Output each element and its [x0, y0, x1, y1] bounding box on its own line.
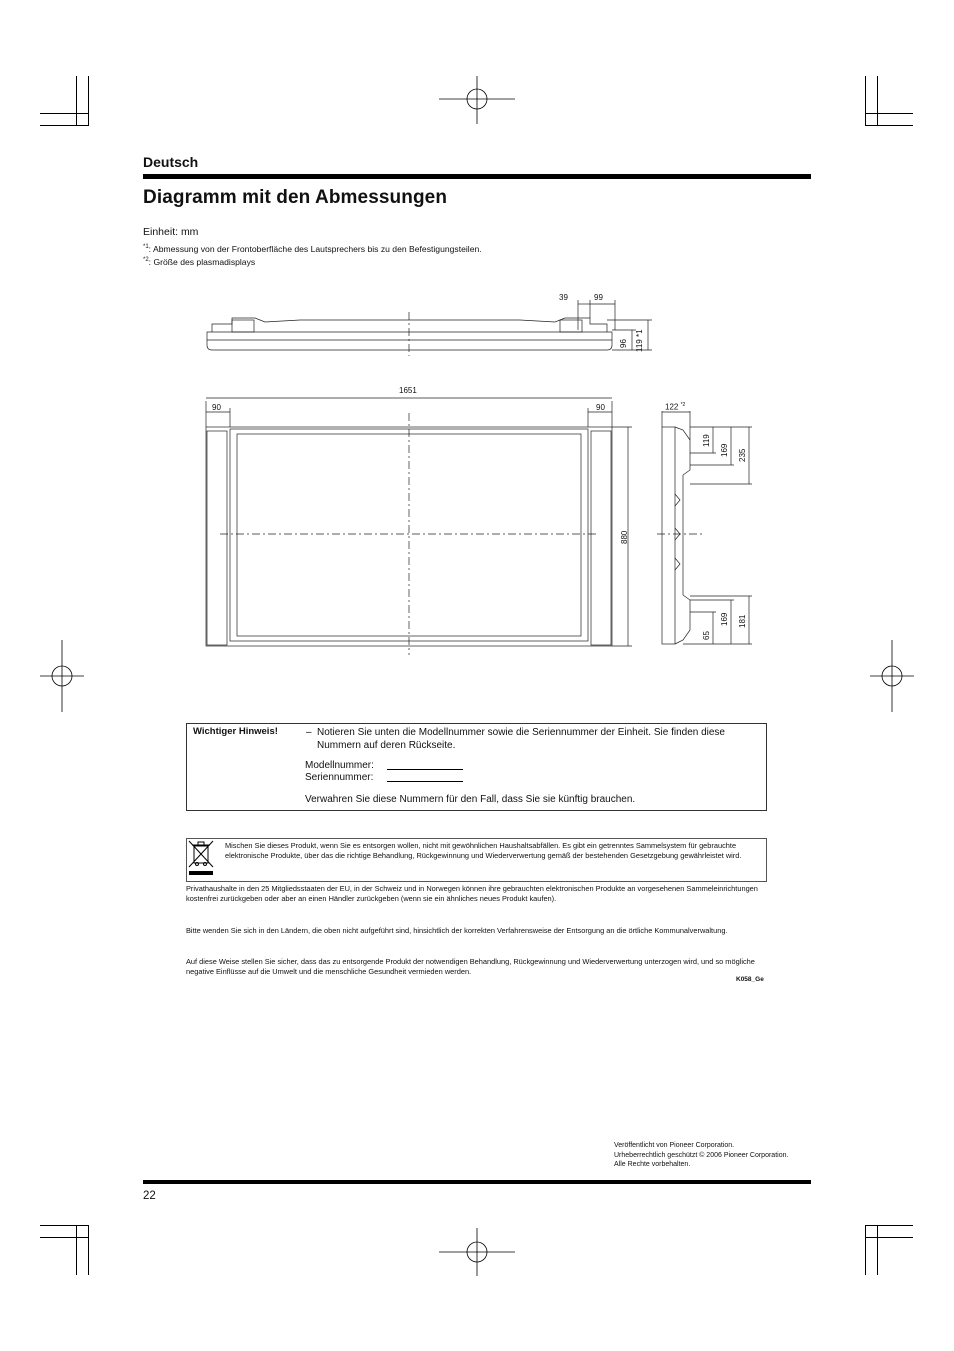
dim-top-119: 119 *1 [635, 329, 644, 352]
dim-width-1651: 1651 [399, 386, 417, 395]
dim-height-880: 880 [620, 530, 629, 544]
dim-side-181: 181 [738, 614, 747, 628]
footnote-1: $^{*1}$: Abmessung von der Frontoberfläche des Lautsprechers bis zu den Befestigungsteilen. [143, 244, 482, 254]
dim-side-169-top: 169 [720, 443, 729, 457]
model-number-label: Modellnummer: [305, 760, 374, 771]
dim-side-119: 119 [702, 434, 711, 447]
crossed-bin-icon [186, 838, 216, 880]
footer-rule [143, 1180, 811, 1184]
dim-top-39: 39 [559, 293, 568, 302]
serial-number-label: Seriennummer: [305, 772, 374, 783]
footnote-2: $^{*2}$: Größe des plasmadisplays [143, 257, 256, 267]
serial-number-line [387, 781, 463, 782]
dim-side-65: 65 [702, 631, 711, 640]
document-code: K058_Ge [736, 976, 764, 983]
notice-label: Wichtiger Hinweis! [193, 726, 278, 737]
disposal-paragraph-1: Privathaushalte in den 25 Mitgliedsstaaten der EU, in der Schweiz und in Norwegen können ihre gebrauchten elektronischen Produkte an vorgesehenen Sammeleinrichtungen kostenfrei zurückgeben oder aber an einen Händler zurückgeben (wenn sie ein ähnliches neues Produkt kaufen). [186, 884, 758, 903]
disposal-paragraph-3: Auf diese Weise stellen Sie sicher, dass das zu entsorgende Produkt der notwendigen Behandlung, Rückgewinnung und Wiederverwertung unterzogen wird, und so mögliche negative Einflüsse auf die Umwelt und die menschliche Gesundheit vermieden werden. [186, 957, 755, 976]
dim-side-169-bottom: 169 [720, 612, 729, 626]
copyright-block: Veröffentlicht von Pioneer Corporation. Urheberrechtlich geschützt © 2006 Pioneer Corporation. Alle Rechte vorbehalten. [614, 1142, 789, 1168]
unit-label: Einheit: mm [143, 226, 199, 238]
model-number-line [387, 769, 463, 770]
page-number: 22 [143, 1190, 156, 1202]
disposal-paragraph-2: Bitte wenden Sie sich in den Ländern, die oben nicht aufgeführt sind, hinsichtlich der korrekten Verfahrensweise der Entsorgung an die örtliche Kommunalverwaltung. [186, 926, 728, 935]
dim-depth-122: 122 $^{*2}$ [665, 402, 686, 412]
page-title: Diagramm mit den Abmessungen [143, 187, 448, 208]
notice-footer: Verwahren Sie diese Nummern für den Fall, dass Sie sie künftig brauchen. [305, 794, 636, 805]
notice-text: – Notieren Sie unten die Modellnummer sowie die Seriennummer der Einheit. Sie finden diese Nummern auf deren Rückseite. [306, 727, 725, 751]
dim-left-90: 90 [212, 403, 221, 412]
dim-side-235: 235 [738, 448, 747, 462]
disposal-box-text: Mischen Sie dieses Produkt, wenn Sie es entsorgen wollen, nicht mit gewöhnlichen Haushaltsabfällen. Es gibt ein getrenntes Sammelsystem für gebrauchte elektronische Produkte, über das die richtige Behandlung, Rückgewinnung und Wiederverwertung gemäß der bestehenden Gesetzgebung gewährleistet wird. [225, 841, 742, 860]
language-heading: Deutsch [143, 154, 199, 170]
dim-top-99: 99 [594, 293, 603, 302]
dim-right-90: 90 [596, 403, 605, 412]
dim-top-96: 96 [619, 339, 628, 348]
